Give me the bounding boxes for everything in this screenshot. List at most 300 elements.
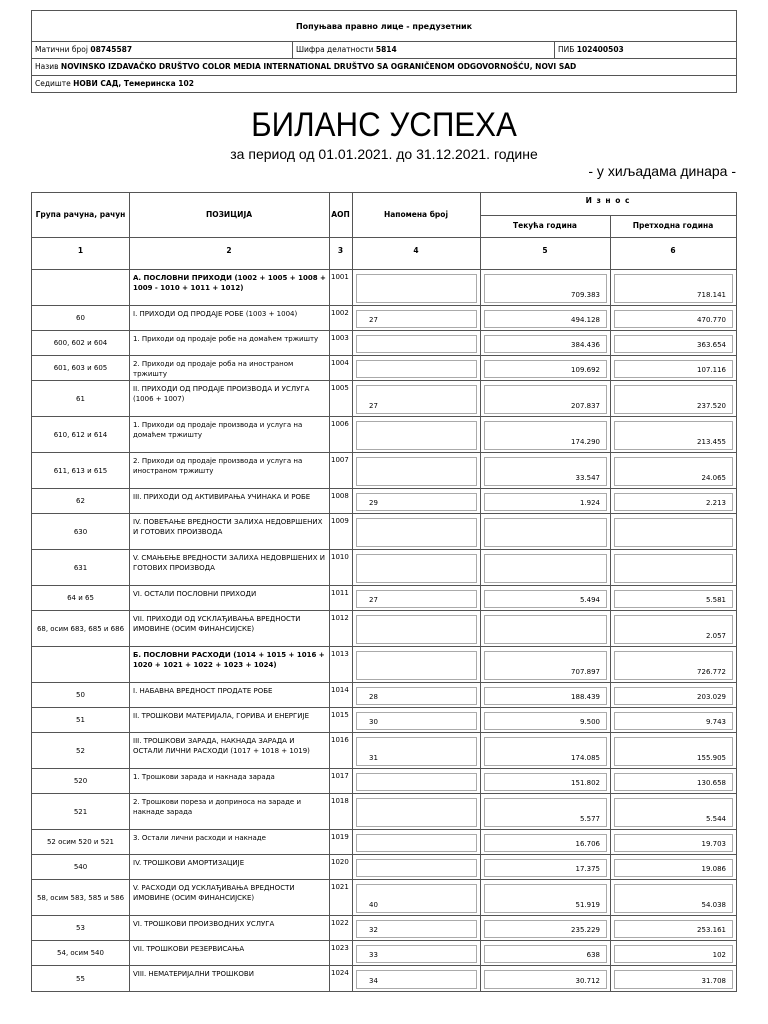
previous-year-field[interactable] <box>614 859 733 877</box>
current-year-cell <box>480 611 610 646</box>
previous-year-value: 213.455 <box>697 438 726 446</box>
current-year-value: 151.802 <box>571 779 600 787</box>
aop-cell: 1009 <box>329 514 352 549</box>
aop-cell: 1002 <box>329 306 352 330</box>
account-cell: 631 <box>73 563 88 572</box>
previous-year-value: 9.743 <box>705 718 726 726</box>
note-cell <box>352 453 480 488</box>
current-year-cell <box>480 733 610 768</box>
current-year-value: 174.085 <box>571 754 600 762</box>
previous-year-value: 54.038 <box>701 901 726 909</box>
note-field[interactable] <box>356 385 477 414</box>
current-year-value: 17.375 <box>575 865 600 873</box>
table-row <box>32 270 736 306</box>
account-cell: 58, осим 583, 585 и 586 <box>36 893 125 902</box>
position-cell: Б. ПОСЛОВНИ РАСХОДИ (1014 + 1015 + 1016 + 1020 + 1021 + 1022 + 1023 + 1024) <box>129 647 329 682</box>
account-cell: 540 <box>73 863 88 871</box>
note-cell <box>352 880 480 915</box>
position-cell: VII. ТРОШКОВИ РЕЗЕРВИСАЊА <box>129 941 329 965</box>
current-year-field[interactable] <box>484 554 607 583</box>
note-field[interactable] <box>356 493 477 511</box>
previous-year-cell <box>610 611 736 646</box>
filled-by-note: Попуњава правно лице - предузетник <box>32 11 736 42</box>
table-row <box>32 966 736 991</box>
aop-cell: 1020 <box>329 855 352 879</box>
header-account: Група рачуна, рачун <box>35 210 126 219</box>
previous-year-cell <box>610 830 736 854</box>
current-year-value: 709.383 <box>571 291 600 299</box>
account-cell: 60 <box>76 314 85 322</box>
current-year-value: 707.897 <box>571 668 600 676</box>
table-row <box>32 916 736 941</box>
previous-year-cell <box>610 306 736 330</box>
current-year-value: 174.290 <box>571 438 600 446</box>
previous-year-cell <box>610 733 736 768</box>
table-row <box>32 733 736 769</box>
position-cell: III. ТРОШКОВИ ЗАРАДА, НАКНАДА ЗАРАДА И ОСТАЛИ ЛИЧНИ РАСХОДИ (1017 + 1018 + 1019) <box>129 733 329 768</box>
position-cell: II. ПРИХОДИ ОД ПРОДАЈЕ ПРОИЗВОДА И УСЛУГА (1006 + 1007) <box>129 381 329 416</box>
current-year-value: 638 <box>586 951 600 959</box>
table-row <box>32 306 736 331</box>
aop-cell: 1019 <box>329 830 352 854</box>
current-year-field[interactable] <box>484 590 607 608</box>
previous-year-cell <box>610 550 736 585</box>
current-year-cell <box>480 855 610 879</box>
position-cell: I. ПРИХОДИ ОД ПРОДАЈЕ РОБЕ (1003 + 1004) <box>129 306 329 330</box>
table-row <box>32 769 736 794</box>
previous-year-value: 31.708 <box>701 977 726 985</box>
table-row <box>32 489 736 514</box>
current-year-field[interactable] <box>484 457 607 486</box>
current-year-field[interactable] <box>484 737 607 766</box>
previous-year-cell <box>610 647 736 682</box>
note-field[interactable] <box>356 884 477 913</box>
note-cell <box>352 489 480 513</box>
position-cell: VII. ПРИХОДИ ОД УСКЛАЂИВАЊА ВРЕДНОСТИ ИМОВИНЕ (ОСИМ ФИНАНСИЈСКЕ) <box>129 611 329 646</box>
company-name: Назив NOVINSKO IZDAVAČKO DRUŠTVO COLOR MEDIA INTERNATIONAL DRUŠTVO SA OGRANIČENOM ODGOVORNOŠĆU, NOVI SAD <box>35 62 577 71</box>
activity-code: Шифра делатности 5814 <box>292 42 554 58</box>
previous-year-cell <box>610 489 736 513</box>
previous-year-field[interactable] <box>614 884 733 913</box>
note-field[interactable] <box>356 945 477 963</box>
col-number-2: 2 <box>226 246 232 255</box>
previous-year-field[interactable] <box>614 457 733 486</box>
table-row <box>32 586 736 611</box>
current-year-field[interactable] <box>484 884 607 913</box>
current-year-field[interactable] <box>484 310 607 328</box>
aop-cell: 1013 <box>329 647 352 682</box>
note-field[interactable] <box>356 859 477 877</box>
position-cell: VIII. НЕМАТЕРИЈАЛНИ ТРОШКОВИ <box>129 966 329 991</box>
account-cell: 600, 602 и 604 <box>53 339 108 347</box>
previous-year-field[interactable] <box>614 920 733 938</box>
position-cell: VI. ТРОШКОВИ ПРОИЗВОДНИХ УСЛУГА <box>129 916 329 940</box>
current-year-cell <box>480 489 610 513</box>
current-year-field[interactable] <box>484 798 607 827</box>
table-header <box>32 193 736 270</box>
previous-year-cell <box>610 966 736 991</box>
table-row <box>32 417 736 453</box>
col-number-3: 3 <box>337 246 344 255</box>
previous-year-value: 155.905 <box>697 754 726 762</box>
note-field[interactable] <box>356 274 477 303</box>
note-cell <box>352 966 480 991</box>
note-field[interactable] <box>356 798 477 827</box>
position-cell: 3. Остали лични расходи и накнаде <box>129 830 329 854</box>
note-value: 33 <box>369 951 378 959</box>
col-number-1: 1 <box>77 246 84 255</box>
aop-cell: 1015 <box>329 708 352 732</box>
col-number-5: 5 <box>542 246 548 255</box>
table-row <box>32 708 736 733</box>
table-row <box>32 830 736 855</box>
current-year-value: 207.837 <box>571 402 600 410</box>
position-cell: V. РАСХОДИ ОД УСКЛАЂИВАЊА ВРЕДНОСТИ ИМОВИНЕ (ОСИМ ФИНАНСИЈСКЕ) <box>129 880 329 915</box>
table-row <box>32 550 736 586</box>
position-cell: 2. Приходи од продаје производа и услуга на иностраном тржишту <box>129 453 329 488</box>
position-cell: III. ПРИХОДИ ОД АКТИВИРАЊА УЧИНАКА И РОБЕ <box>129 489 329 513</box>
account-cell <box>32 270 129 305</box>
previous-year-field[interactable] <box>614 687 733 705</box>
position-cell: А. ПОСЛОВНИ ПРИХОДИ (1002 + 1005 + 1008 + 1009 - 1010 + 1011 + 1012) <box>129 270 329 305</box>
current-year-value: 16.706 <box>575 840 600 848</box>
company-header <box>31 10 737 93</box>
note-cell <box>352 417 480 452</box>
note-cell <box>352 647 480 682</box>
previous-year-value: 2.057 <box>705 632 726 640</box>
note-value: 34 <box>369 977 378 985</box>
previous-year-cell <box>610 356 736 380</box>
period-subtitle: за период од 01.01.2021. до 31.12.2021. године <box>230 146 538 162</box>
aop-cell: 1012 <box>329 611 352 646</box>
note-field[interactable] <box>356 651 477 680</box>
previous-year-value: 19.703 <box>701 840 726 848</box>
position-cell: 1. Трошкови зарада и накнада зарада <box>129 769 329 793</box>
current-year-field[interactable] <box>484 615 607 644</box>
previous-year-value: 237.520 <box>697 402 726 410</box>
note-value: 31 <box>369 754 378 762</box>
account-cell: 520 <box>73 777 88 785</box>
table-row <box>32 794 736 830</box>
note-cell <box>352 794 480 829</box>
previous-year-field[interactable] <box>614 360 733 378</box>
note-cell <box>352 611 480 646</box>
note-field[interactable] <box>356 970 477 989</box>
table-row <box>32 855 736 880</box>
current-year-cell <box>480 708 610 732</box>
note-cell <box>352 916 480 940</box>
note-cell <box>352 855 480 879</box>
note-field[interactable] <box>356 335 477 353</box>
current-year-cell <box>480 270 610 305</box>
header-position: ПОЗИЦИЈА <box>205 210 253 219</box>
note-cell <box>352 306 480 330</box>
current-year-value: 384.436 <box>571 341 600 349</box>
note-cell <box>352 270 480 305</box>
previous-year-cell <box>610 381 736 416</box>
table-body <box>32 270 736 991</box>
table-row <box>32 381 736 417</box>
previous-year-cell <box>610 855 736 879</box>
previous-year-value: 107.116 <box>697 366 726 374</box>
previous-year-cell <box>610 270 736 305</box>
note-cell <box>352 331 480 355</box>
current-year-field[interactable] <box>484 970 607 989</box>
note-value: 30 <box>369 718 378 726</box>
previous-year-value: 363.654 <box>697 341 726 349</box>
note-value: 29 <box>369 499 378 507</box>
previous-year-field[interactable] <box>614 274 733 303</box>
previous-year-cell <box>610 683 736 707</box>
note-field[interactable] <box>356 687 477 705</box>
account-cell: 521 <box>73 807 88 816</box>
account-cell: 54, осим 540 <box>57 949 104 957</box>
registration-number: Матични број 08745587 <box>35 45 133 54</box>
account-cell <box>32 647 129 682</box>
aop-cell: 1018 <box>329 794 352 829</box>
table-row <box>32 647 736 683</box>
current-year-cell <box>480 453 610 488</box>
current-year-value: 9.500 <box>579 718 600 726</box>
note-field[interactable] <box>356 457 477 486</box>
current-year-cell <box>480 331 610 355</box>
previous-year-field[interactable] <box>614 737 733 766</box>
account-cell: 611, 613 и 615 <box>53 466 108 475</box>
previous-year-value: 5.581 <box>705 596 726 604</box>
previous-year-field[interactable] <box>614 310 733 328</box>
current-year-cell <box>480 683 610 707</box>
aop-cell: 1005 <box>329 381 352 416</box>
note-cell <box>352 733 480 768</box>
previous-year-field[interactable] <box>614 518 733 547</box>
table-row <box>32 941 736 966</box>
note-field[interactable] <box>356 615 477 644</box>
note-field[interactable] <box>356 310 477 328</box>
note-cell <box>352 683 480 707</box>
table-row <box>32 683 736 708</box>
note-cell <box>352 830 480 854</box>
previous-year-field[interactable] <box>614 615 733 644</box>
previous-year-field[interactable] <box>614 945 733 963</box>
table-row <box>32 514 736 550</box>
previous-year-value: 203.029 <box>697 693 726 701</box>
income-statement-table <box>31 192 737 992</box>
position-cell: VI. ОСТАЛИ ПОСЛОВНИ ПРИХОДИ <box>129 586 329 610</box>
company-seat-row <box>32 76 736 92</box>
note-value: 40 <box>369 901 378 909</box>
previous-year-field[interactable] <box>614 554 733 583</box>
account-cell: 61 <box>76 394 85 403</box>
current-year-cell <box>480 880 610 915</box>
current-year-cell <box>480 794 610 829</box>
company-ids-row <box>32 42 736 59</box>
previous-year-field[interactable] <box>614 651 733 680</box>
position-cell: I. НАБАВНА ВРЕДНОСТ ПРОДАТЕ РОБЕ <box>129 683 329 707</box>
position-cell: IV. ПОВЕЋАЊЕ ВРЕДНОСТИ ЗАЛИХА НЕДОВРШЕНИХ И ГОТОВИХ ПРОИЗВОДА <box>129 514 329 549</box>
col-number-4: 4 <box>413 246 419 255</box>
col-number-6: 6 <box>670 246 676 255</box>
previous-year-value: 19.086 <box>701 865 726 873</box>
note-field[interactable] <box>356 518 477 547</box>
current-year-cell <box>480 356 610 380</box>
previous-year-field[interactable] <box>614 385 733 414</box>
account-cell: 64 и 65 <box>67 594 94 602</box>
aop-cell: 1022 <box>329 916 352 940</box>
current-year-value: 5.494 <box>579 596 600 604</box>
previous-year-value: 102 <box>712 951 726 959</box>
account-cell: 55 <box>76 974 85 983</box>
note-cell <box>352 941 480 965</box>
current-year-value: 235.229 <box>571 926 600 934</box>
account-cell: 68, осим 683, 685 и 686 <box>36 624 125 633</box>
previous-year-cell <box>610 708 736 732</box>
note-value: 27 <box>369 402 378 410</box>
account-cell: 52 осим 520 и 521 <box>46 838 115 846</box>
note-field[interactable] <box>356 712 477 730</box>
aop-cell: 1016 <box>329 733 352 768</box>
current-year-field[interactable] <box>484 712 607 730</box>
header-aop: АОП <box>331 210 350 219</box>
note-cell <box>352 514 480 549</box>
table-row <box>32 331 736 356</box>
note-cell <box>352 550 480 585</box>
current-year-value: 109.692 <box>571 366 600 374</box>
document-title: БИЛАНС УСПЕХА <box>251 106 517 144</box>
aop-cell: 1014 <box>329 683 352 707</box>
current-year-field[interactable] <box>484 834 607 852</box>
aop-cell: 1003 <box>329 331 352 355</box>
previous-year-value: 2.213 <box>705 499 726 507</box>
current-year-field[interactable] <box>484 421 607 450</box>
header-previous-year: Претходна година <box>632 221 714 230</box>
account-cell: 53 <box>76 924 85 932</box>
note-cell <box>352 769 480 793</box>
current-year-cell <box>480 550 610 585</box>
previous-year-cell <box>610 514 736 549</box>
current-year-field[interactable] <box>484 651 607 680</box>
previous-year-field[interactable] <box>614 590 733 608</box>
previous-year-value: 726.772 <box>697 668 726 676</box>
aop-cell: 1004 <box>329 356 352 380</box>
note-field[interactable] <box>356 554 477 583</box>
current-year-field[interactable] <box>484 360 607 378</box>
header-amount: И з н о с <box>585 196 631 205</box>
aop-cell: 1021 <box>329 880 352 915</box>
current-year-cell <box>480 830 610 854</box>
previous-year-field[interactable] <box>614 798 733 827</box>
current-year-field[interactable] <box>484 274 607 303</box>
current-year-field[interactable] <box>484 773 607 791</box>
current-year-value: 51.919 <box>575 901 600 909</box>
previous-year-value: 5.544 <box>705 815 726 823</box>
previous-year-field[interactable] <box>614 712 733 730</box>
previous-year-cell <box>610 417 736 452</box>
current-year-cell <box>480 769 610 793</box>
previous-year-field[interactable] <box>614 493 733 511</box>
aop-cell: 1010 <box>329 550 352 585</box>
previous-year-cell <box>610 794 736 829</box>
aop-cell: 1017 <box>329 769 352 793</box>
account-cell: 62 <box>76 497 85 505</box>
note-field[interactable] <box>356 590 477 608</box>
tax-id: ПИБ 102400503 <box>554 42 736 58</box>
note-field[interactable] <box>356 834 477 852</box>
company-seat: Седиште НОВИ САД, Темеринска 102 <box>35 79 194 88</box>
position-cell: II. ТРОШКОВИ МАТЕРИЈАЛА, ГОРИВА И ЕНЕРГИЈЕ <box>129 708 329 732</box>
previous-year-field[interactable] <box>614 970 733 989</box>
position-cell: 2. Трошкови пореза и доприноса на зараде и накнаде зарада <box>129 794 329 829</box>
table-row <box>32 611 736 647</box>
current-year-field[interactable] <box>484 920 607 938</box>
previous-year-cell <box>610 880 736 915</box>
header-note: Напомена број <box>383 210 449 219</box>
aop-cell: 1011 <box>329 586 352 610</box>
previous-year-field[interactable] <box>614 335 733 353</box>
current-year-value: 494.128 <box>571 316 600 324</box>
previous-year-value: 718.141 <box>697 291 726 299</box>
table-row <box>32 356 736 381</box>
company-name-row <box>32 59 736 76</box>
current-year-field[interactable] <box>484 859 607 877</box>
aop-cell: 1006 <box>329 417 352 452</box>
previous-year-field[interactable] <box>614 834 733 852</box>
current-year-cell <box>480 647 610 682</box>
current-year-field[interactable] <box>484 493 607 511</box>
previous-year-field[interactable] <box>614 773 733 791</box>
current-year-field[interactable] <box>484 335 607 353</box>
current-year-cell <box>480 417 610 452</box>
previous-year-cell <box>610 941 736 965</box>
current-year-value: 30.712 <box>575 977 600 985</box>
current-year-cell <box>480 941 610 965</box>
note-field[interactable] <box>356 920 477 938</box>
current-year-field[interactable] <box>484 385 607 414</box>
note-field[interactable] <box>356 737 477 766</box>
aop-cell: 1024 <box>329 966 352 991</box>
table-row <box>32 453 736 489</box>
aop-cell: 1008 <box>329 489 352 513</box>
note-field[interactable] <box>356 773 477 791</box>
account-cell: 50 <box>76 691 85 699</box>
previous-year-field[interactable] <box>614 421 733 450</box>
previous-year-value: 24.065 <box>701 474 726 482</box>
account-cell: 601, 603 и 605 <box>53 364 108 372</box>
previous-year-cell <box>610 769 736 793</box>
note-field[interactable] <box>356 360 477 378</box>
previous-year-cell <box>610 586 736 610</box>
aop-cell: 1023 <box>329 941 352 965</box>
current-year-field[interactable] <box>484 687 607 705</box>
position-cell: 1. Приходи од продаје робе на домаћем тржишту <box>129 331 329 355</box>
note-value: 28 <box>369 693 378 701</box>
currency-unit: - у хиљадама динара - <box>588 163 736 179</box>
table-row <box>32 880 736 916</box>
aop-cell: 1007 <box>329 453 352 488</box>
aop-cell: 1001 <box>329 270 352 305</box>
note-cell <box>352 708 480 732</box>
previous-year-value: 130.658 <box>697 779 726 787</box>
current-year-value: 1.924 <box>579 499 600 507</box>
note-cell <box>352 381 480 416</box>
note-field[interactable] <box>356 421 477 450</box>
current-year-value: 5.577 <box>579 815 600 823</box>
account-cell: 610, 612 и 614 <box>53 430 108 439</box>
current-year-cell <box>480 306 610 330</box>
current-year-field[interactable] <box>484 518 607 547</box>
position-cell: IV. ТРОШКОВИ АМОРТИЗАЦИЈЕ <box>129 855 329 879</box>
previous-year-cell <box>610 916 736 940</box>
current-year-field[interactable] <box>484 945 607 963</box>
